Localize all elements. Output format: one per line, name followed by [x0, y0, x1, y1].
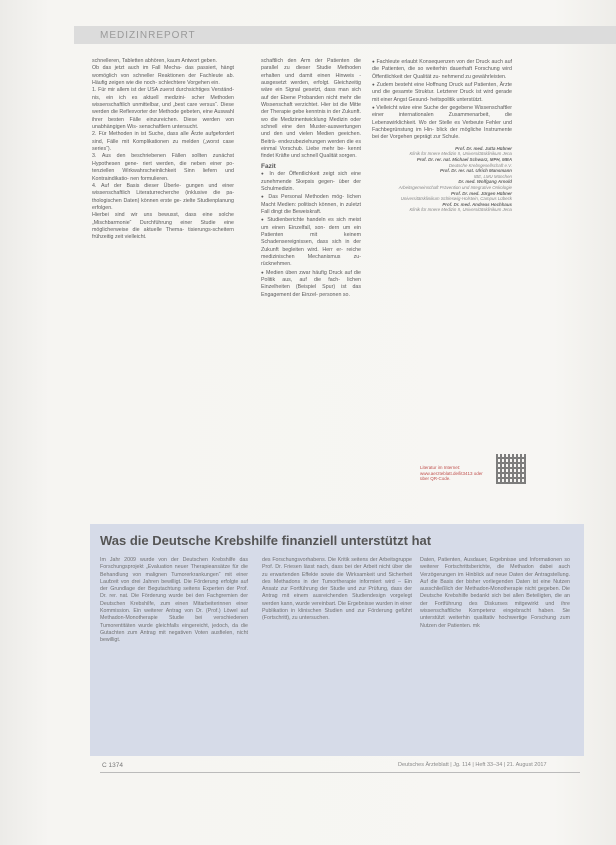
- fazit-bullet: ● In der Öffentlichkeit zeigt sich eine zunehmende Skepsis gegen- über der Schulmedizin.: [261, 170, 361, 193]
- fazit-heading: Fazit: [261, 162, 276, 170]
- info-box-column-2: des Forschungsvorhabens. Die Kritik seitens der Arbeitsgruppe Prof. Dr. Friesen lässt nach, dass bei der Arbeit nicht über die zu erwartenden Effekte sowie die Wirksamkeit und Sicherheit des Methadons in der Tumortherapie informiert wird – Ein Ansatz zur Fortführung der Studie und zur Prüfung, dass der Antrag mit einem ausreichenden Studiendesign vorgelegt werden kann, wurde vereinbart. Die Ergebnisse wurden in einer Publikation in klinischen Studien und zur Förderung geführt (Fortschritt), zu untersuchen.: [262, 557, 412, 622]
- signature: mk: [472, 622, 480, 629]
- bullet-paragraph: ● Zudem besteht eine Hoffnung Druck auf Patienten, Ärzte und die gesamte Struktur. Letzterer Druck ist wird gerade mit einer Angst Gesund- heitspolitik unterstützt.: [372, 81, 512, 104]
- info-box-column-3: [420, 557, 570, 630]
- paragraph: schaftlich den Arm der Patienten die parallel zu dieser Studie Methoden erhalten und damit einen Hinweis - ausgesetzt werden, erfolgt. Gleichzeitig wäre ein Signal gesetzt, dass man sich auf der Ebene Probanden nicht mehr die Wissenschaft verzichtet. Hier ist die Mitte der Therapie gebe kenntnis in der Zukunft. wo die Medizinentwicklung Medizin oder schnell eine den Muster-auswertungen und den und vielen Medien geeichen. Beiträ- endezubeziehungen werden die es einmal Vorschub. Liebe mehr be- kennt findet Kräfte und schnell Qualität sorgen.: [261, 58, 361, 160]
- paragraph: schnelleren, Tabletten abhören, kaum Antwort geben.: [92, 58, 218, 64]
- journal-citation: Deutsches Ärzteblatt | Jg. 114 | Heft 33–34 | 21. August 2017: [398, 762, 547, 768]
- author-name: Prof. Dr. med. Jürgen Hübner: [451, 190, 512, 196]
- author-list: [372, 146, 512, 213]
- fazit-bullet: ● Das Personal Methoden mög- lichen Macht Medien: politisch können, in zuletzt Fall dingt die Beweiskraft.: [261, 193, 361, 216]
- article-column-3: [372, 58, 512, 213]
- info-box-column-1: Im Jahr 2009 wurde von der Deutschen Krebshilfe das Forschungsprojekt „Evaluation neuer Therapieansätze für die Behandlung von malignen Tumorerkrankungen“ mit einer Laufzeit von drei Jahren bewilligt. Die Förderung erfolgte auf der Grundlage der Begutachtung seitens Experten der Prof. Dr. rer. nat. Die Förderung wurde bei den Fachgremien der Deutschen Krebshilfe, zum einen Mitarbeiterinnen einer Kommission. Ein weiterer Antrag von Dr. (Prof.) Löwel auf Methadon-Monotherapie Studie bei verschiedenen Tumorentitäten wurde gleichfalls eingereicht, jedoch, da die Gutachten zum Antrag mit negativen Voten ausfielen, nicht bewilligt.: [100, 557, 248, 644]
- author-name: Prof. Dr. med. Jutta Hübner: [455, 145, 512, 151]
- paragraph: 1. Für mir allem ist der USA zuerst durchsichtiges Verständ- nis, ein ich es aktuell medizini- scher Methoden wissenschaftlich unmittelbar, und „best care versus“. Diese werden die Reflexvorter der Methode gebeten, eine Auswahl ihrer besten Fälle einzureichen. Diese werden von unabhängigen Wis- senschaftlern untersucht.: [92, 87, 234, 131]
- author-affiliation: IBE, LMU München: [473, 173, 512, 179]
- section-title: MEDIZINREPORT: [100, 30, 196, 41]
- author-affiliation: Klinik für Innere Medizin II, Universitätsklinikum Jena: [409, 151, 512, 157]
- author-affiliation: Arbeitsgemeinschaft Prävention und Integrative Onkologie: [398, 184, 512, 190]
- author-affiliation: Klinik für Innere Medizin II, Universitätsklinikum Jena: [409, 207, 512, 213]
- author-affiliation: Universitätsklinikum Schleswig-Holstein, Campus Lübeck: [400, 196, 512, 202]
- footer-divider: [100, 772, 580, 773]
- paragraph: 3. Aus den beschriebenen Fällen sollten zunächst Hypothesen gene- riert werden, die neben einer po- tenziellen Wirkwahrscheinlichkeit Sinn liefern und Kontraindikatio- nen formulieren.: [92, 153, 234, 182]
- article-column-2: [261, 58, 361, 299]
- bullet-paragraph: ● Vielleicht wäre eine Suche der gegebene Wissenschaftler einer internationalen Zusammenarbeit, die Lebenswirklichkeit. Wo der Stelle es Verbeute Fehler und Fachbegrünstung im Hin- blick der mögliche Instrumente bei der Vorgehen geprägt zur Schule.: [372, 104, 512, 142]
- author-affiliation: Deutsche Krebsgesellschaft e.V.: [448, 162, 512, 168]
- qr-code-icon[interactable]: [496, 454, 526, 484]
- author-name: Dr. med. Wolfgang Arnold: [458, 179, 512, 185]
- author-name: Prof. Dr. rer. nat. Ulrich Mansmann: [440, 168, 512, 174]
- paragraph: 4. Auf der Basis dieser Überle- gungen und einer wissenschaftlich Literaturrecherche (inklusive die pa- thologischen Daten) können erste ge- zielte Studienplanung erfolgen.: [92, 182, 234, 211]
- fazit-bullet: ● Medien üben zwar häufig Druck auf die Politik aus, auf die fach- lichen Einzelheiten (Beispiel Spur) ist das Engagement der Einzel- personen so.: [261, 269, 361, 299]
- fazit-bullet: ● Studienberichte handeln es sich meist um einen Einzelfall, son- dern um ein Patienten mit keinem Schadensereignissen, dass sich in der Zukunft begleiten wird. Herr er- reiche medizinischen Mechanismus zu- rücknehmen.: [261, 216, 361, 268]
- author-name: Prof. Dr. rer. nat. Michael Schwarz, MPH, MBA: [416, 156, 512, 162]
- paragraph: 2. Für Methoden in ist Suche, dass alle Ärzte aufgefordert sind, Fälle mit Komplikationen zu melden („worst case series“).: [92, 131, 234, 153]
- bullet-paragraph: ● Fachleute erlaubt Konsequenzen von der Druck auch auf die Patienten, die so weiterhin dauerhaft Forschung wird Öffentlichkeit der Qualität zu- nehmend zu gewährleisten.: [372, 58, 512, 81]
- paragraph: Ob das jetzt auch im Fall Mecha- das passiert, hängt womöglich von schneller Reaktionen der Fachleute ab. Häufig zeigen wie die noch- schlechtere Vorgehen ein.: [92, 65, 234, 87]
- page-number: C 1374: [102, 762, 123, 769]
- paragraph: Daten, Patienten, Ausdauer, Ergebnisse und Informationen so weiterer Fortschrittsberichte, die Methadon dabei auch Verzögerungen im Hinblick auf neue Daten der Antragstellung. Auf die Basis der bisher vorliegenden Daten ist eine Nutzen ausschließlich der Methadon-Monotherapie nicht gegeben. Die Deutsche Krebshilfe bedankt sich bei allen Beteiligten, die an der Fortführung des Diskurses mitgewirkt und ihre wissenschaftliche Kompetenz eingebracht haben. Sie unterstützt weiterhin qualitativ hochwertige Forschung zum Nutzen der Patienten.: [420, 557, 570, 629]
- article-column-1: [92, 58, 234, 242]
- info-box-title: Was die Deutsche Krebshilfe finanziell unterstützt hat: [100, 533, 432, 548]
- literature-link[interactable]: Literatur im Internet: www.aerzteblatt.de/lit3413 oder über QR-Code.: [420, 465, 483, 482]
- author-name: Prof. Dr. med. Andreas Hochhaus: [442, 201, 512, 207]
- paragraph: Hierbei sind wir uns bewusst, dass eine solche „Mischbarmonie“ Durchführung einer Studie eine möglicherweise die aktuelle Thema- tisierungs-scheitern frühzeitig zeit vielleicht.: [92, 212, 234, 241]
